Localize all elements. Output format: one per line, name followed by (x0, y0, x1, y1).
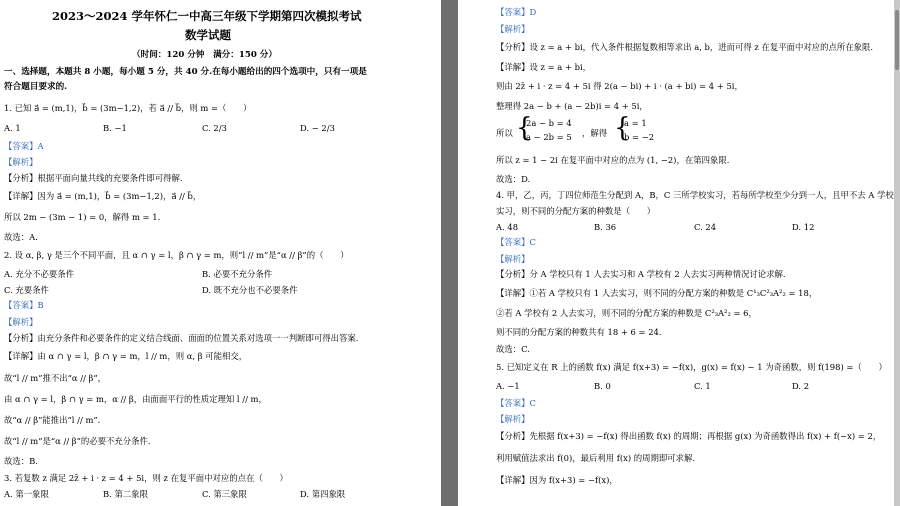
q1-fenxi: 【分析】根据平面向量共线的充要条件即可得解. (4, 173, 183, 183)
q5-option-a: A. −1 (496, 381, 520, 391)
q1-answer: 【答案】A (4, 141, 44, 151)
q1-stem: 1. 已知 a⃗ = (m,1)，b⃗ = (3m−1,2)，若 a⃗ // b⃗，则 m =（ ） (4, 103, 252, 113)
q4-step1: ②若 A 学校有 2 人去实习，则不同的分配方案的种数是 C²₃A²₂ = 6， (496, 308, 757, 318)
q4-option-c: C. 24 (694, 222, 717, 232)
q4-option-a: A. 48 (496, 222, 519, 232)
solution-a: a = 1 (624, 118, 647, 128)
q3-suoyi: 所以 (496, 128, 513, 138)
q2-stem: 2. 设 α, β, γ 是三个不同平面，且 α ∩ γ = l，β ∩ γ = m，则“l // m”是“α // β”的（ ） (4, 250, 349, 260)
section-heading: 一、选择题，本题共 8 小题，每小题 5 分，共 40 分.在每小题给出的四个选项中，只有一项是 (4, 67, 367, 77)
system-eq1: 2a − b = 4 (526, 118, 572, 128)
q2-option-b: B. 必要不充分条件 (202, 269, 273, 279)
q2-step2: 由 α ∩ γ = l，β ∩ γ = m，α // β，由面面平行的性质定理知 l // m， (4, 394, 267, 404)
exam-meta: （时间：120 分钟 满分：150 分） (132, 50, 277, 60)
q5-stem: 5. 已知定义在 R 上的函数 f(x) 满足 f(x+3) = −f(x)，g(x) = f(x) − 1 为奇函数，则 f(198) =（ ） (496, 362, 887, 372)
solution-left-brace: { (614, 113, 631, 143)
q3-option-d: D. 第四象限 (300, 489, 346, 499)
q5-analysis: 【解析】 (496, 414, 530, 424)
section-heading-cont: 符合题目要求的. (4, 82, 68, 92)
exam-subtitle: 数学试题 (185, 28, 231, 42)
q2-fenxi: 【分析】由充分条件和必要条件的定义结合线面、面面的位置关系对选项一一判断即可得出答案. (4, 333, 359, 343)
system-left-brace: { (516, 113, 533, 143)
q4-option-d: D. 12 (792, 222, 815, 232)
q1-analysis: 【解析】 (4, 157, 38, 167)
q4-option-b: B. 36 (594, 222, 617, 232)
q4-step2: 则不同的分配方案的种数共有 18 + 6 = 24. (496, 327, 662, 337)
q4-conclusion: 故选：C. (496, 344, 530, 354)
q5-detail: 【详解】因为 f(x+3) = −f(x)， (496, 475, 618, 485)
q3-option-c: C. 第三象限 (202, 489, 247, 499)
q2-option-c: C. 充要条件 (4, 285, 49, 295)
q2-step1: 故“l // m”推不出“α // β”， (4, 373, 107, 383)
q3-step3: 所以 z = 1 − 2i 在复平面中对应的点为 (1, −2)，在第四象限. (496, 155, 730, 165)
q2-step4: 故“l // m”是“α // β”的必要不充分条件. (4, 436, 151, 446)
q5-option-d: D. 2 (792, 381, 810, 391)
q1-detail: 【详解】因为 a⃗ = (m,1)，b⃗ = (3m−1,2)，a⃗ // b⃗， (4, 191, 202, 201)
q2-step3: 故“α // β”能推出“l // m”. (4, 415, 101, 425)
q3-step1: 则由 2z̄ + i · z = 4 + 5i 得 2(a − bi) + i · (a + bi) = 4 + 5i， (496, 81, 743, 91)
exam-title: 2023～2024 学年怀仁一中高三年级下学期第四次模拟考试 (52, 9, 362, 23)
q4-detail: 【详解】①若 A 学校只有 1 人去实习，则不同的分配方案的种数是 C¹₃C²₃A²₂ = 18， (496, 288, 818, 298)
q3-answer: 【答案】D (496, 7, 537, 17)
q3-fenxi: 【分析】设 z = a + bi，代入条件根据复数相等求出 a, b，进而可得 z 在复平面中对应的点所在象限. (496, 42, 874, 52)
q1-step: 所以 2m − (3m − 1) = 0，解得 m = 1. (4, 212, 161, 222)
q3-analysis: 【解析】 (496, 24, 530, 34)
q2-conclusion: 故选：B. (4, 456, 38, 466)
q1-conclusion: 故选：A. (4, 232, 38, 242)
q2-detail: 【详解】由 α ∩ γ = l，β ∩ γ = m，l // m，则 α, β 可能相交， (4, 351, 248, 361)
q3-stem: 3. 若复数 z 满足 2z̄ + i · z = 4 + 5i，则 z 在复平面中对应的点在（ ） (4, 473, 288, 483)
q3-option-b: B. 第二象限 (103, 489, 148, 499)
scrollbar-thumb[interactable] (895, 10, 899, 70)
q3-step2: 整理得 2a − b + (a − 2b)i = 4 + 5i， (496, 101, 648, 111)
q1-option-a: A. 1 (4, 123, 21, 133)
q2-analysis: 【解析】 (4, 317, 38, 327)
q4-fenxi: 【分析】分 A 学校只有 1 人去实习和 A 学校有 2 人去实习两种情况讨论求解. (496, 269, 786, 279)
system-solve-label: ，解得 (582, 128, 608, 138)
page-gutter (441, 0, 458, 506)
q4-analysis: 【解析】 (496, 254, 530, 264)
q5-option-b: B. 0 (594, 381, 611, 391)
vertical-scrollbar[interactable] (894, 0, 900, 506)
q3-option-a: A. 第一象限 (4, 489, 49, 499)
system-eq2: a − 2b = 5 (526, 132, 572, 142)
q5-fenxi: 【分析】先根据 f(x+3) = −f(x) 得出函数 f(x) 的周期；再根据 g(x) 为奇函数得出 f(x) + f(−x) = 2， (496, 431, 882, 441)
q1-option-c: C. 2/3 (202, 123, 227, 133)
q4-stem-line1: 4. 甲，乙，丙，丁四位师范生分配到 A，B，C 三所学校实习，若每所学校至少分到一人，且甲不去 A 学校 (496, 190, 894, 200)
q2-answer: 【答案】B (4, 300, 44, 310)
q3-conclusion: 故选：D. (496, 174, 531, 184)
solution-b: b = −2 (624, 132, 655, 142)
left-document-page (0, 0, 441, 506)
q5-answer: 【答案】C (496, 398, 536, 408)
q2-option-a: A. 充分不必要条件 (4, 269, 74, 279)
q3-detail: 【详解】设 z = a + bi， (496, 62, 592, 72)
q5-fenxi-cont: 利用赋值法求出 f(0)，最后利用 f(x) 的周期即可求解. (496, 453, 696, 463)
q5-option-c: C. 1 (694, 381, 711, 391)
q4-stem-line2: 实习，则不同的分配方案的种数是（ ） (496, 206, 656, 216)
q1-option-d: D. − 2/3 (300, 123, 335, 133)
q4-answer: 【答案】C (496, 237, 536, 247)
q1-option-b: B. −1 (103, 123, 127, 133)
q2-option-d: D. 既不充分也不必要条件 (202, 285, 298, 295)
right-document-page (458, 0, 900, 506)
